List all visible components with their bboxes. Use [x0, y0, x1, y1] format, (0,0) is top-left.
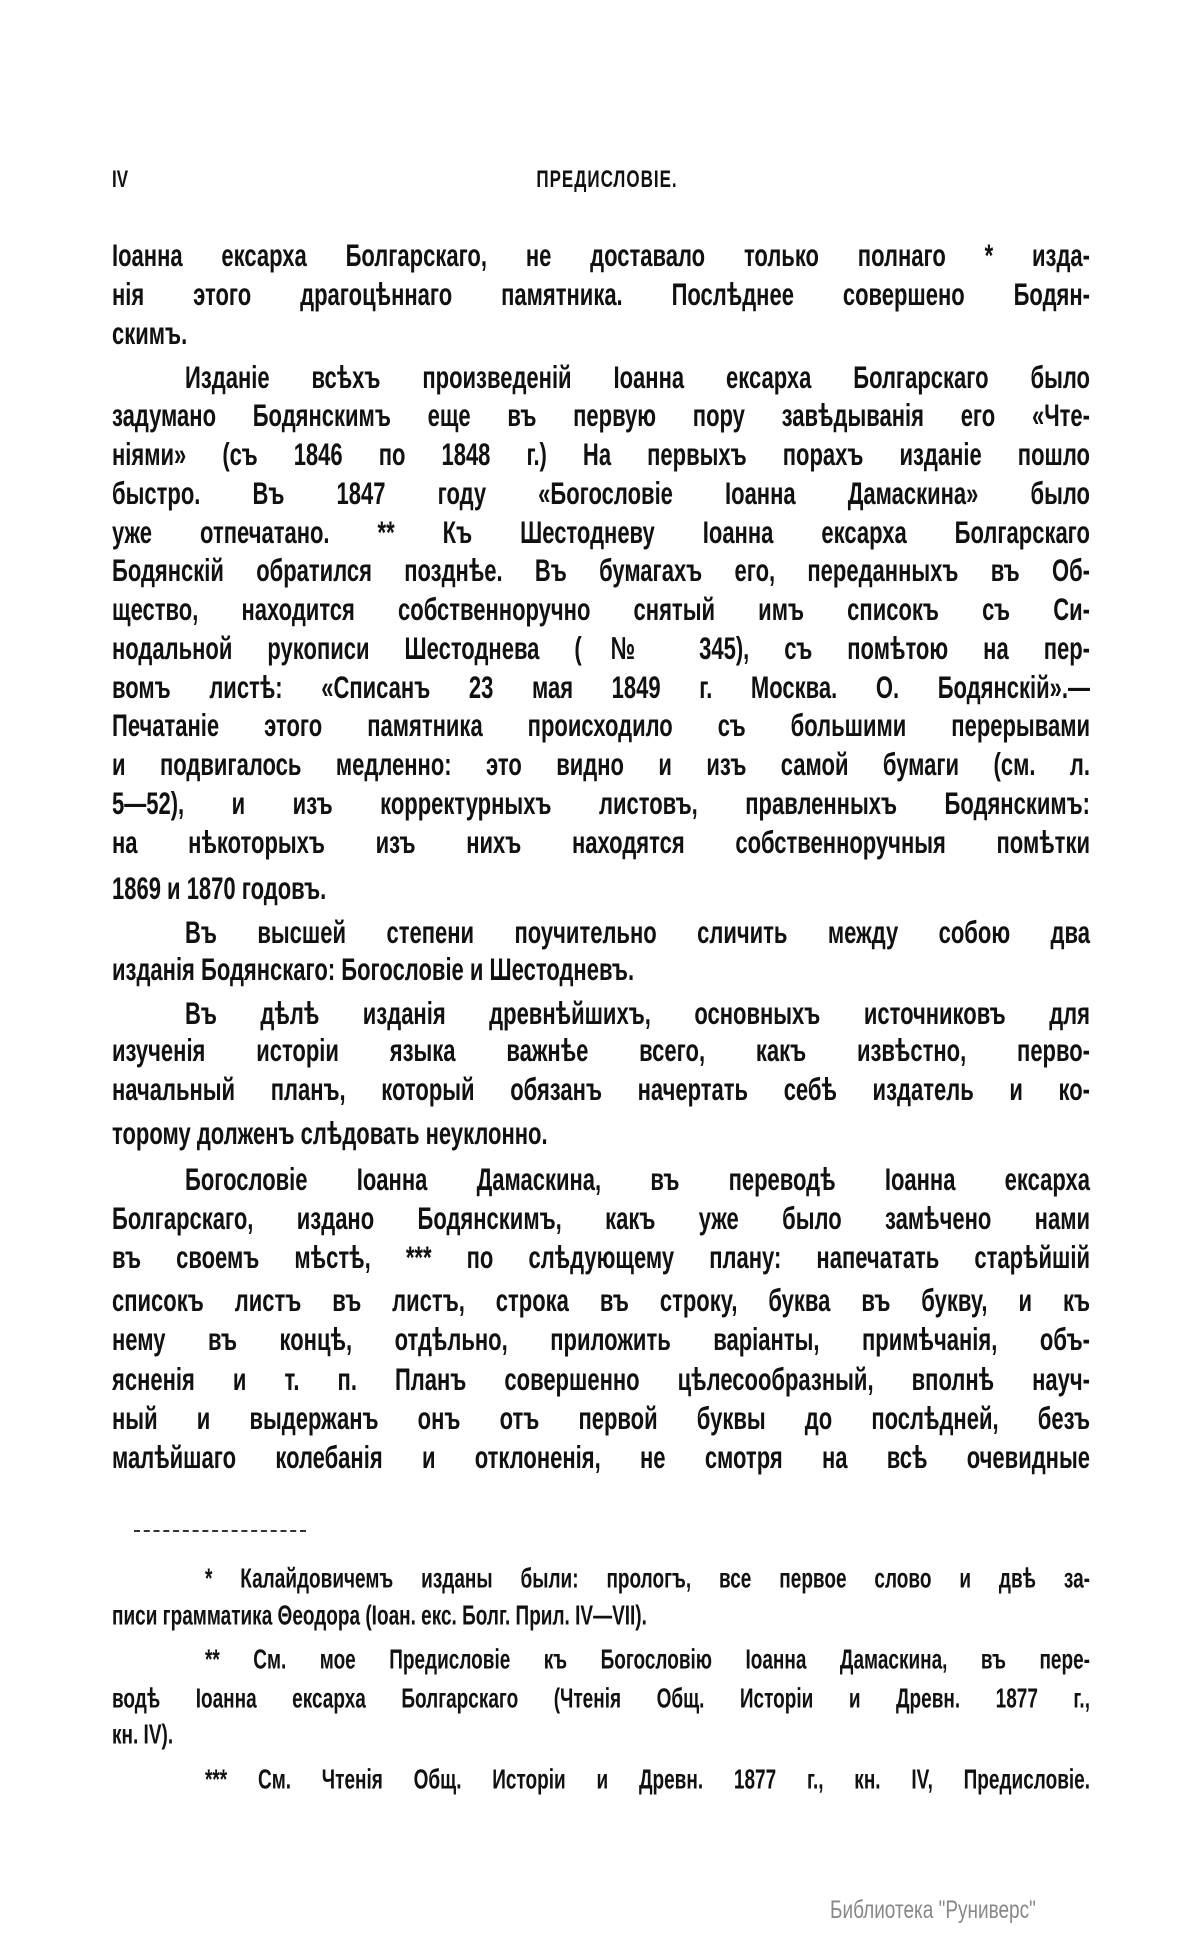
- footnote-line: ** См. мое Предисловіе къ Богословію Іоанна Дамаскина, въ пере-: [205, 1645, 1090, 1676]
- text-line: изданія Бодянскаго: Богословіе и Шестодневъ.: [112, 951, 635, 988]
- text-line: 1869 и 1870 годовъ.: [112, 870, 327, 907]
- text-line: скимъ.: [112, 315, 188, 352]
- page-number: IV: [112, 166, 129, 193]
- text-line: на нѣкоторыхъ изъ нихъ находятся собственноручныя помѣтки: [112, 824, 1090, 861]
- text-line: изученія исторіи языка важнѣе всего, какъ извѣстно, перво-: [112, 1032, 1090, 1069]
- text-line: ный и выдержанъ онъ отъ первой буквы до послѣдней, безъ: [112, 1400, 1090, 1437]
- text-line: и подвигалось медленно: это видно и изъ самой бумаги (см. л.: [112, 746, 1090, 783]
- text-line: Изданіе всѣхъ произведеній Іоанна ексарха Болгарскаго было: [185, 359, 1090, 396]
- text-line: ніями» (съ 1846 по 1848 г.) На первыхъ порахъ изданіе пошло: [112, 436, 1090, 473]
- text-line: Богословіе Іоанна Дамаскина, въ переводѣ Іоанна ексарха: [185, 1161, 1090, 1198]
- footnote-line: кн. IV).: [112, 1720, 174, 1751]
- footnote-line: водѣ Іоанна ексарха Болгарскаго (Чтенія Общ. Исторіи и Древн. 1877 г.,: [112, 1684, 1090, 1715]
- text-line: начальный планъ, который обязанъ начертать себѣ издатель и ко-: [112, 1071, 1090, 1108]
- text-line: задумано Бодянскимъ еще въ первую пору завѣдыванія его «Чте-: [112, 397, 1090, 434]
- text-line: уже отпечатано. ** Къ Шестодневу Іоанна ексарха Болгарскаго: [112, 514, 1090, 551]
- text-line: Бодянскій обратился позднѣе. Въ бумагахъ его, переданныхъ въ Об-: [112, 552, 1090, 589]
- text-line: 5—52), и изъ корректурныхъ листовъ, правленныхъ Бодянскимъ:: [112, 785, 1090, 822]
- text-line: Въ высшей степени поучительно сличить между собою два: [185, 914, 1090, 951]
- text-line: Іоанна ексарха Болгарскаго, не доставало только полнаго * изда-: [112, 237, 1090, 274]
- footnote-divider: [134, 1530, 306, 1532]
- text-line: быстро. Въ 1847 году «Богословіе Іоанна Дамаскина» было: [112, 475, 1090, 512]
- text-line: нему въ концѣ, отдѣльно, приложить варіанты, примѣчанія, объ-: [112, 1321, 1090, 1358]
- footnote-line: писи грамматика Θеодора (Іоан. екс. Болг. Прил. IV—VII).: [112, 1601, 647, 1632]
- text-line: торому долженъ слѣдовать неуклонно.: [112, 1115, 548, 1152]
- running-title: ПРЕДИСЛОВІЕ.: [536, 166, 678, 193]
- text-line: ясненія и т. п. Планъ совершенно цѣлесообразный, вполнѣ науч-: [112, 1361, 1090, 1398]
- library-watermark: Библиотека "Руниверс": [830, 1897, 1036, 1925]
- footnote-line: *** См. Чтенія Общ. Исторіи и Древн. 1877 г., кн. IV, Предисловіе.: [205, 1765, 1090, 1796]
- text-line: Въ дѣлѣ изданія древнѣйшихъ, основныхъ источниковъ для: [185, 995, 1090, 1032]
- text-line: въ своемъ мѣстѣ, *** по слѣдующему плану: напечатать старѣйшій: [112, 1239, 1090, 1276]
- text-line: нодальной рукописи Шестоднева (№ 345), съ помѣтою на пер-: [112, 630, 1090, 667]
- text-line: щество, находится собственноручно снятый имъ списокъ съ Си-: [112, 591, 1090, 628]
- text-line: нія этого драгоцѣннаго памятника. Послѣднее совершено Бодян-: [112, 276, 1090, 313]
- text-line: списокъ листъ въ листъ, строка въ строку, буква въ букву, и къ: [112, 1282, 1090, 1319]
- text-line: вомъ листѣ: «Списанъ 23 мая 1849 г. Москва. О. Бодянскій».—: [112, 669, 1090, 706]
- text-line: малѣйшаго колебанія и отклоненія, не смотря на всѣ очевидные: [112, 1439, 1090, 1476]
- footnote-line: * Калайдовичемъ изданы были: прологъ, все первое слово и двѣ за-: [205, 1564, 1090, 1595]
- text-line: Печатаніе этого памятника происходило съ большими перерывами: [112, 707, 1090, 744]
- text-line: Болгарскаго, издано Бодянскимъ, какъ уже было замѣчено нами: [112, 1200, 1090, 1237]
